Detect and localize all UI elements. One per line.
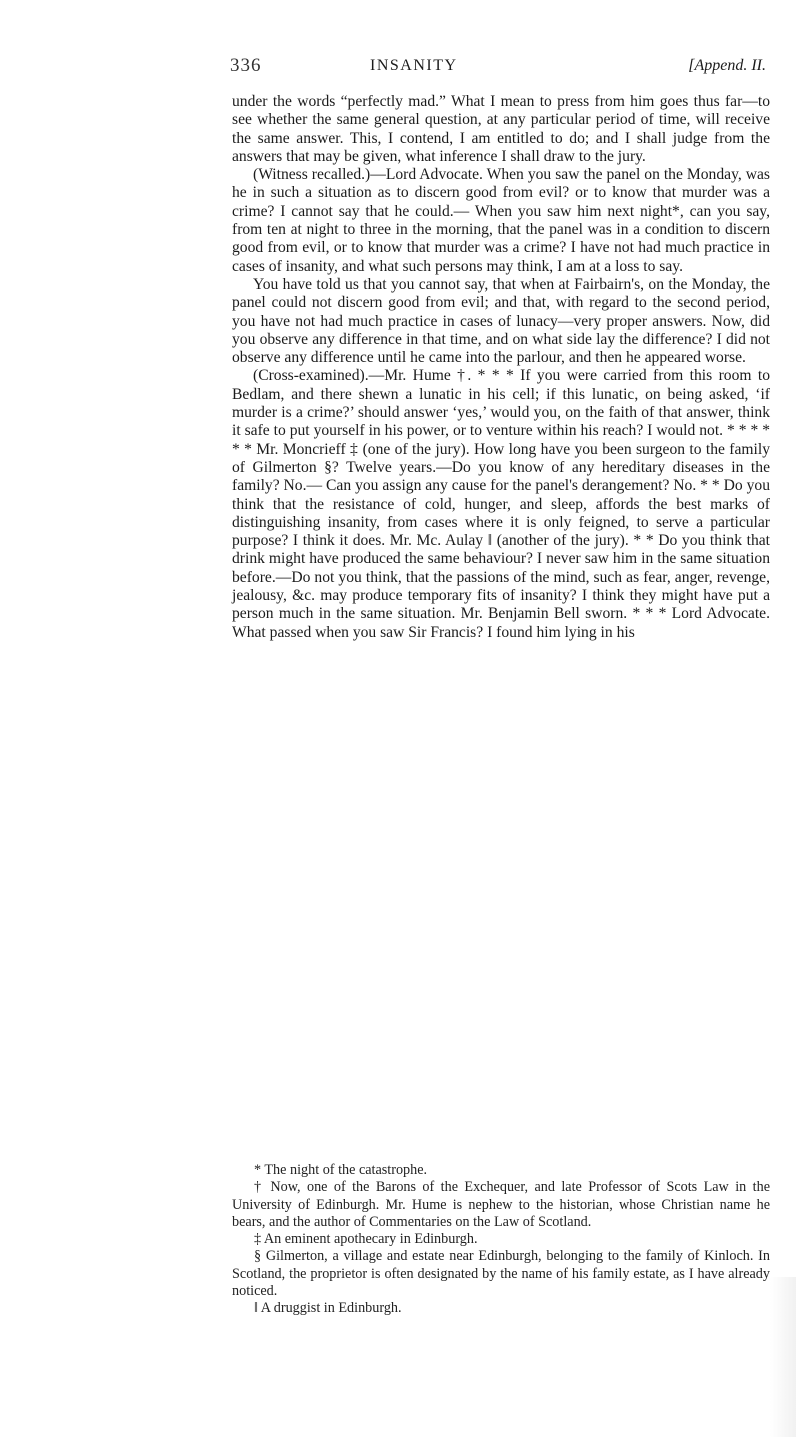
paragraph-1: under the words “perfectly mad.” What I mean to press from him goes thus far—to see whether the same general question, at any particular period of time, will receive the same answer. This, I contend, I am entitled to do; and I shall judge from the answers that may be given, what inference I shall draw to the jury. [232,93,770,165]
footnote-2: † Now, one of the Barons of the Exchequer, and late Professor of Scots Law in the University of Edinburgh. Mr. Hume is nephew to the historian, whose Christian name he bears, and the author of Commentaries on the Law of Scotland. [232,1179,770,1230]
paragraph-4: (Cross-examined).—Mr. Hume †. * * * If you were carried from this room to Bedlam, and there shewn a lunatic in his cell; if this lunatic, on being asked, ‘if murder is a crime?’ should answer ‘yes,’ would you, on the faith of that answer, think it safe to put yourself in his power, or to venture within his reach? I would not. * * * * * * Mr. Moncrieff ‡ (one of the jury). How long have you been surgeon to the family of Gilmerton §? Twelve years.—Do you know of any hereditary diseases in the family? No.— Can you assign any cause for the panel's derangement? No. * * Do you think that the resistance of cold, hunger, and sleep, affords the best marks of distinguishing insanity, from cases where it is only feigned, to serve a particular purpose? I think it does. Mr. Mc. Aulay ‖ (another of the jury). * * Do you think that drink might have produced the same behaviour? I never saw him in the same situation before.—Do not you think, that the passions of the mind, such as fear, anger, revenge, jealousy, &c. may produce temporary fits of insanity? I think they might have put a person much in the same situation. Mr. Benjamin Bell sworn. * * * Lord Advocate. What passed when you saw Sir Francis? I found him lying in his [232,367,770,641]
appendix-label: [Append. II. [688,57,766,74]
footnote-3: ‡ An eminent apothecary in Edinburgh. [254,1231,478,1248]
page-header [230,55,766,85]
body-text [232,93,770,642]
page-number: 336 [230,55,262,76]
page-edge-shadow [770,1277,796,1437]
footnote-5: ‖ A druggist in Edinburgh. [254,1300,402,1317]
footnote-4: § Gilmerton, a village and estate near Edinburgh, belonging to the family of Kinloch. In Scotland, the proprietor is often designated by the name of his family estate, as I have already noticed. [232,1248,770,1300]
running-title: INSANITY [370,57,458,74]
paragraph-2: (Witness recalled.)—Lord Advocate. When you saw the panel on the Monday, was he in such a situation as to discern good from evil? or to know that murder was a crime? I cannot say that he could.— When you saw him next night*, can you say, from ten at night to three in the morning, that the panel was in a condition to discern good from evil, or to know that murder was a crime? I have not had much practice in cases of insanity, and what such persons may think, I am at a loss to say. [232,166,770,275]
footnotes [232,1162,770,1318]
paragraph-3: You have told us that you cannot say, that when at Fairbairn's, on the Monday, the panel could not discern good from evil; and that, with regard to the second period, you have not had much practice in cases of lunacy—very proper answers. Now, did you observe any difference in that time, and on what side lay the difference? I did not observe any difference until he came into the parlour, and then he appeared worse. [232,275,770,367]
footnote-1: * The night of the catastrophe. [254,1162,428,1178]
